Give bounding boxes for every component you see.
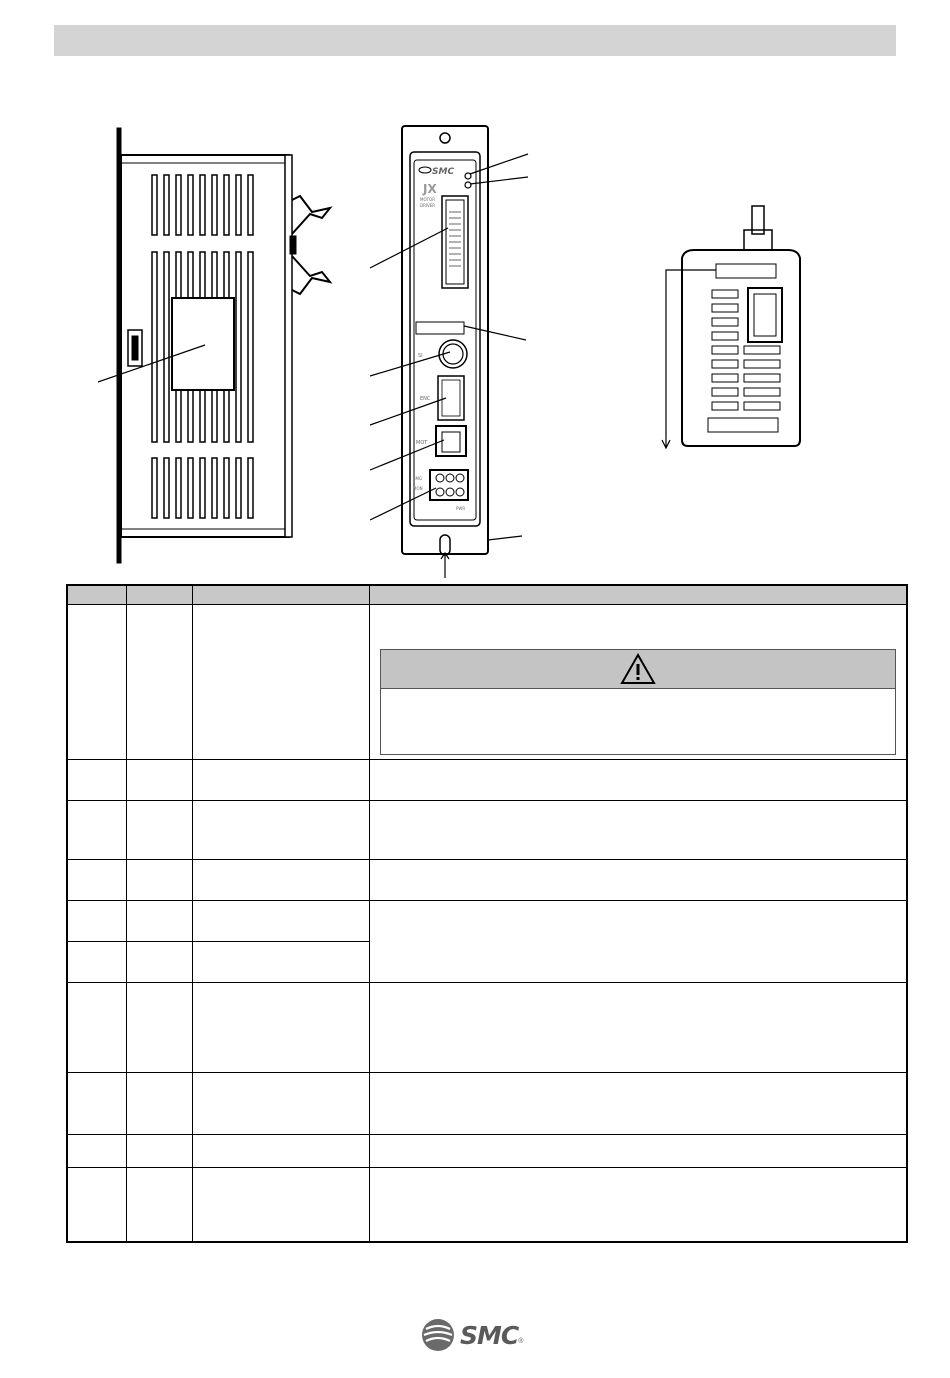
svg-text:JX: JX — [423, 182, 437, 196]
svg-text:DRIVER: DRIVER — [420, 203, 436, 208]
svg-text:ENC: ENC — [420, 396, 431, 402]
side-view-drawing — [98, 128, 330, 563]
table-row — [67, 605, 907, 760]
table-row — [67, 983, 907, 1073]
table-row — [67, 860, 907, 901]
svg-text:MOT: MOT — [416, 440, 428, 446]
table-row — [67, 1168, 907, 1242]
warning-header — [381, 650, 896, 689]
table-header-row — [67, 585, 907, 605]
header-cell-description — [369, 585, 907, 605]
front-view-drawing — [370, 126, 528, 578]
header-cell-name — [126, 585, 192, 605]
table-row — [67, 901, 907, 942]
table-row — [67, 760, 907, 801]
header-cell-no — [67, 585, 126, 605]
svg-text:SI: SI — [418, 353, 423, 359]
svg-text:PWR: PWR — [456, 506, 466, 511]
section-header-bar — [54, 25, 896, 56]
svg-text:MON: MON — [413, 486, 423, 491]
device-illustration — [0, 120, 950, 580]
smc-logo-mark-icon — [420, 1317, 456, 1353]
table-row — [67, 1135, 907, 1168]
table-row — [67, 801, 907, 860]
smc-logo — [420, 1317, 532, 1353]
registered-mark: ® — [518, 1338, 524, 1345]
table-row — [67, 1073, 907, 1135]
parts-description-table — [66, 584, 908, 1243]
top-view-drawing — [662, 206, 800, 448]
warning-box — [380, 649, 897, 755]
svg-text:EMG: EMG — [413, 476, 423, 481]
svg-text:SMC: SMC — [432, 167, 455, 177]
header-cell-item — [192, 585, 369, 605]
logo-text: SMC — [460, 1320, 519, 1350]
svg-text:MOTOR: MOTOR — [420, 197, 435, 202]
warning-triangle-icon — [620, 653, 656, 685]
